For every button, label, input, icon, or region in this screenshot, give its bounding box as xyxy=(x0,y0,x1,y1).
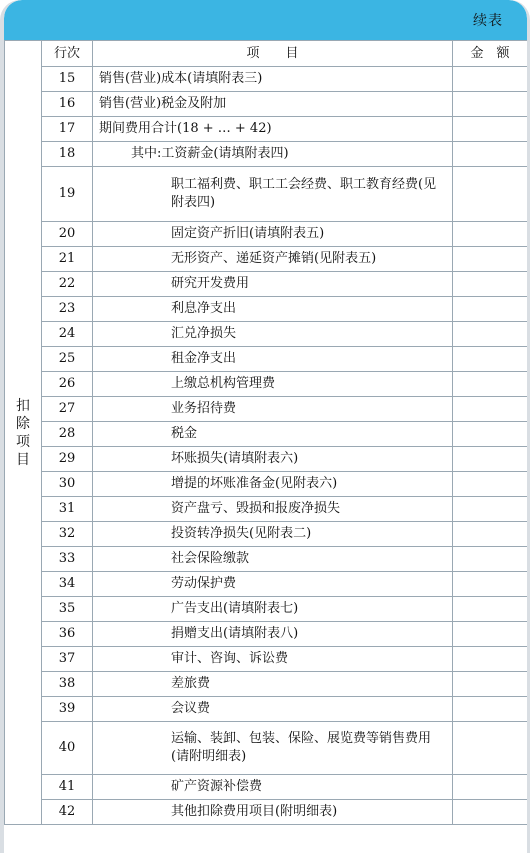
table-row xyxy=(5,697,528,722)
row-no: 42 xyxy=(42,800,93,825)
row-item: 投资转净损失(见附表二) xyxy=(93,522,453,547)
amount-cell[interactable] xyxy=(453,722,528,775)
row-item: 劳动保护费 xyxy=(93,572,453,597)
row-no: 40 xyxy=(42,722,93,775)
row-no: 31 xyxy=(42,497,93,522)
table-row xyxy=(5,347,528,372)
table-row xyxy=(5,775,528,800)
row-item: 社会保险缴款 xyxy=(93,547,453,572)
amount-cell[interactable] xyxy=(453,447,528,472)
row-no: 30 xyxy=(42,472,93,497)
row-no: 21 xyxy=(42,247,93,272)
table-row xyxy=(5,222,528,247)
row-no: 25 xyxy=(42,347,93,372)
amount-cell[interactable] xyxy=(453,117,528,142)
row-item: 职工福利费、职工工会经费、职工教育经费(见附表四) xyxy=(93,167,453,222)
row-item: 差旅费 xyxy=(93,672,453,697)
amount-cell[interactable] xyxy=(453,372,528,397)
header-band xyxy=(4,0,527,40)
row-no: 19 xyxy=(42,167,93,222)
table-row xyxy=(5,722,528,775)
amount-cell[interactable] xyxy=(453,800,528,825)
row-item: 增提的坏账准备金(见附表六) xyxy=(93,472,453,497)
continued-label: 续表 xyxy=(473,13,503,29)
table-row xyxy=(5,92,528,117)
side-label-cell xyxy=(5,41,42,825)
row-item: 广告支出(请填附表七) xyxy=(93,597,453,622)
table-row xyxy=(5,672,528,697)
table-row xyxy=(5,247,528,272)
row-no: 34 xyxy=(42,572,93,597)
table-row xyxy=(5,447,528,472)
amount-cell[interactable] xyxy=(453,697,528,722)
row-no: 20 xyxy=(42,222,93,247)
amount-cell[interactable] xyxy=(453,422,528,447)
row-no: 23 xyxy=(42,297,93,322)
table-row xyxy=(5,117,528,142)
row-item: 矿产资源补偿费 xyxy=(93,775,453,800)
row-item: 坏账损失(请填附表六) xyxy=(93,447,453,472)
amount-cell[interactable] xyxy=(453,497,528,522)
row-no: 36 xyxy=(42,622,93,647)
amount-cell[interactable] xyxy=(453,672,528,697)
table-row xyxy=(5,522,528,547)
table-header-row xyxy=(5,41,528,67)
side-label-char: 项 xyxy=(16,433,30,450)
row-item: 利息净支出 xyxy=(93,297,453,322)
amount-cell[interactable] xyxy=(453,272,528,297)
header-row-no: 行次 xyxy=(42,41,93,67)
row-item: 资产盘亏、毁损和报废净损失 xyxy=(93,497,453,522)
amount-cell[interactable] xyxy=(453,322,528,347)
row-no: 15 xyxy=(42,67,93,92)
row-no: 26 xyxy=(42,372,93,397)
row-item: 业务招待费 xyxy=(93,397,453,422)
amount-cell[interactable] xyxy=(453,347,528,372)
table-row xyxy=(5,572,528,597)
table-row xyxy=(5,647,528,672)
table-row xyxy=(5,547,528,572)
amount-cell[interactable] xyxy=(453,92,528,117)
row-no: 29 xyxy=(42,447,93,472)
table-row xyxy=(5,322,528,347)
row-item: 运输、装卸、包装、保险、展览费等销售费用(请附明细表) xyxy=(93,722,453,775)
row-item: 审计、咨询、诉讼费 xyxy=(93,647,453,672)
row-item: 上缴总机构管理费 xyxy=(93,372,453,397)
row-item: 租金净支出 xyxy=(93,347,453,372)
amount-cell[interactable] xyxy=(453,547,528,572)
table-row xyxy=(5,142,528,167)
deduction-table xyxy=(4,40,527,825)
table-row xyxy=(5,67,528,92)
amount-cell[interactable] xyxy=(453,297,528,322)
table-row xyxy=(5,497,528,522)
amount-cell[interactable] xyxy=(453,167,528,222)
row-no: 16 xyxy=(42,92,93,117)
row-no: 18 xyxy=(42,142,93,167)
table-row xyxy=(5,397,528,422)
row-no: 22 xyxy=(42,272,93,297)
row-item: 其他扣除费用项目(附明细表) xyxy=(93,800,453,825)
amount-cell[interactable] xyxy=(453,522,528,547)
row-item: 其中:工资薪金(请填附表四) xyxy=(93,142,453,167)
amount-cell[interactable] xyxy=(453,472,528,497)
amount-cell[interactable] xyxy=(453,622,528,647)
row-no: 41 xyxy=(42,775,93,800)
amount-cell[interactable] xyxy=(453,222,528,247)
row-no: 33 xyxy=(42,547,93,572)
table-row xyxy=(5,800,528,825)
row-no: 39 xyxy=(42,697,93,722)
row-item: 研究开发费用 xyxy=(93,272,453,297)
table-row xyxy=(5,297,528,322)
table-row xyxy=(5,272,528,297)
side-label-char: 除 xyxy=(16,415,30,432)
amount-cell[interactable] xyxy=(453,247,528,272)
amount-cell[interactable] xyxy=(453,67,528,92)
row-no: 32 xyxy=(42,522,93,547)
table-row xyxy=(5,422,528,447)
table-row xyxy=(5,167,528,222)
table-row xyxy=(5,622,528,647)
row-item: 汇兑净损失 xyxy=(93,322,453,347)
row-no: 35 xyxy=(42,597,93,622)
row-item: 捐赠支出(请填附表八) xyxy=(93,622,453,647)
row-item: 销售(营业)成本(请填附表三) xyxy=(93,67,453,92)
amount-cell[interactable] xyxy=(453,397,528,422)
row-no: 37 xyxy=(42,647,93,672)
row-item: 会议费 xyxy=(93,697,453,722)
row-no: 17 xyxy=(42,117,93,142)
row-no: 28 xyxy=(42,422,93,447)
table-row xyxy=(5,472,528,497)
header-item: 项 目 xyxy=(93,41,453,67)
row-item: 期间费用合计(18 + … + 42) xyxy=(93,117,453,142)
header-amount: 金 额 xyxy=(453,41,528,67)
side-label-char: 目 xyxy=(16,451,30,468)
row-item: 销售(营业)税金及附加 xyxy=(93,92,453,117)
row-item: 无形资产、递延资产摊销(见附表五) xyxy=(93,247,453,272)
row-no: 27 xyxy=(42,397,93,422)
row-no: 38 xyxy=(42,672,93,697)
row-no: 24 xyxy=(42,322,93,347)
side-label-char: 扣 xyxy=(16,397,30,414)
amount-cell[interactable] xyxy=(453,142,528,167)
table-row xyxy=(5,372,528,397)
row-item: 固定资产折旧(请填附表五) xyxy=(93,222,453,247)
table-row xyxy=(5,597,528,622)
amount-cell[interactable] xyxy=(453,597,528,622)
amount-cell[interactable] xyxy=(453,775,528,800)
row-item: 税金 xyxy=(93,422,453,447)
form-sheet xyxy=(4,0,527,853)
amount-cell[interactable] xyxy=(453,572,528,597)
amount-cell[interactable] xyxy=(453,647,528,672)
